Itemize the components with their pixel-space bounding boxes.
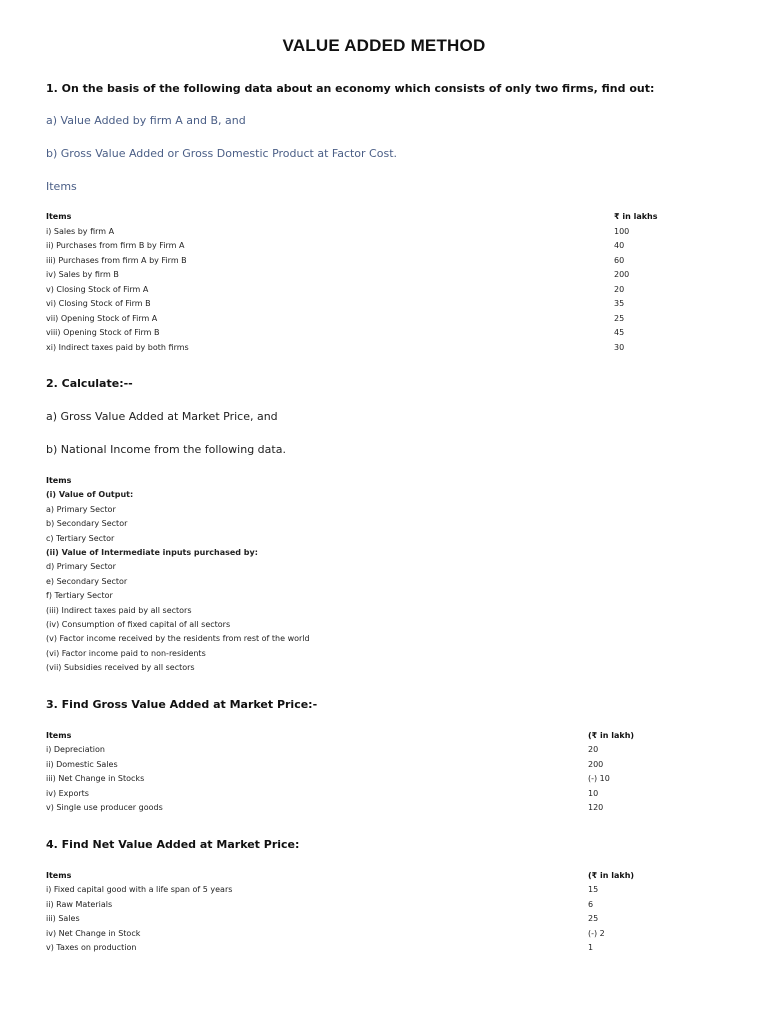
q1-part-b: b) Gross Value Added or Gross Domestic Product at Factor Cost.	[46, 147, 398, 160]
table-row-label: ii) Purchases from firm B by Firm A	[46, 241, 185, 250]
list-item: (i) Value of Output:	[46, 490, 134, 499]
table-row-label: i) Fixed capital good with a life span of 5 years	[46, 885, 233, 894]
list-item: (ii) Value of Intermediate inputs purchased by:	[46, 548, 258, 557]
list-item: f) Tertiary Sector	[46, 591, 113, 600]
table-row-label: v) Taxes on production	[46, 943, 137, 952]
q2-col-items: Items	[46, 476, 72, 485]
table-row-label: ii) Raw Materials	[46, 900, 113, 909]
list-item: (iv) Consumption of fixed capital of all sectors	[46, 620, 231, 629]
q2-part-a: a) Gross Value Added at Market Price, and	[46, 410, 278, 423]
table-row-label: vii) Opening Stock of Firm A	[46, 314, 158, 323]
table-row-value: 200	[588, 760, 604, 769]
list-item: d) Primary Sector	[46, 562, 116, 571]
table-row-value: 6	[588, 900, 594, 909]
q4-col-unit: (₹ in lakh)	[588, 871, 635, 880]
list-item: (vii) Subsidies received by all sectors	[46, 663, 195, 672]
q4-col-items: Items	[46, 871, 72, 880]
table-row-value: 25	[588, 914, 599, 923]
table-row-label: v) Single use producer goods	[46, 803, 163, 812]
table-row-label: iii) Purchases from firm A by Firm B	[46, 256, 187, 265]
q1-part-a: a) Value Added by firm A and B, and	[46, 114, 246, 127]
list-item: c) Tertiary Sector	[46, 534, 115, 543]
table-row-value: 45	[614, 328, 625, 337]
q1-col-unit: ₹ in lakhs	[614, 212, 658, 221]
table-row-value: 20	[614, 285, 625, 294]
table-row-value: 60	[614, 256, 625, 265]
q2-heading: 2. Calculate:--	[46, 377, 133, 390]
q2-part-b: b) National Income from the following data.	[46, 443, 286, 456]
q1-col-items: Items	[46, 212, 72, 221]
table-row-label: ii) Domestic Sales	[46, 760, 118, 769]
q1-heading: 1. On the basis of the following data about an economy which consists of only two firms, find out:	[46, 82, 655, 95]
q3-col-items: Items	[46, 731, 72, 740]
table-row-label: iii) Sales	[46, 914, 80, 923]
table-row-value: (-) 2	[588, 929, 605, 938]
list-item: b) Secondary Sector	[46, 519, 128, 528]
table-row-value: 10	[588, 789, 599, 798]
table-row-label: vi) Closing Stock of Firm B	[46, 299, 151, 308]
table-row-value: (-) 10	[588, 774, 610, 783]
table-row-value: 120	[588, 803, 604, 812]
table-row-label: i) Depreciation	[46, 745, 105, 754]
q3-col-unit: (₹ in lakh)	[588, 731, 635, 740]
page-title: VALUE ADDED METHOD	[282, 36, 486, 55]
table-row-value: 15	[588, 885, 599, 894]
table-row-value: 30	[614, 343, 625, 352]
list-item: (iii) Indirect taxes paid by all sectors	[46, 606, 192, 615]
q1-items-label: Items	[46, 180, 77, 193]
table-row-value: 35	[614, 299, 625, 308]
table-row-label: viii) Opening Stock of Firm B	[46, 328, 160, 337]
list-item: e) Secondary Sector	[46, 577, 128, 586]
table-row-value: 20	[588, 745, 599, 754]
table-row-label: v) Closing Stock of Firm A	[46, 285, 149, 294]
q4-heading: 4. Find Net Value Added at Market Price:	[46, 838, 300, 851]
table-row-value: 1	[588, 943, 594, 952]
list-item: (vi) Factor income paid to non-residents	[46, 649, 206, 658]
table-row-value: 40	[614, 241, 625, 250]
table-row-label: iv) Sales by firm B	[46, 270, 119, 279]
table-row-label: iii) Net Change in Stocks	[46, 774, 145, 783]
table-row-label: iv) Exports	[46, 789, 89, 798]
table-row-value: 25	[614, 314, 625, 323]
table-row-label: iv) Net Change in Stock	[46, 929, 141, 938]
table-row-label: xi) Indirect taxes paid by both firms	[46, 343, 189, 352]
table-row-value: 100	[614, 227, 630, 236]
table-row-label: i) Sales by firm A	[46, 227, 115, 236]
list-item: (v) Factor income received by the residents from rest of the world	[46, 634, 310, 643]
list-item: a) Primary Sector	[46, 505, 116, 514]
q3-heading: 3. Find Gross Value Added at Market Price:-	[46, 698, 318, 711]
table-row-value: 200	[614, 270, 630, 279]
